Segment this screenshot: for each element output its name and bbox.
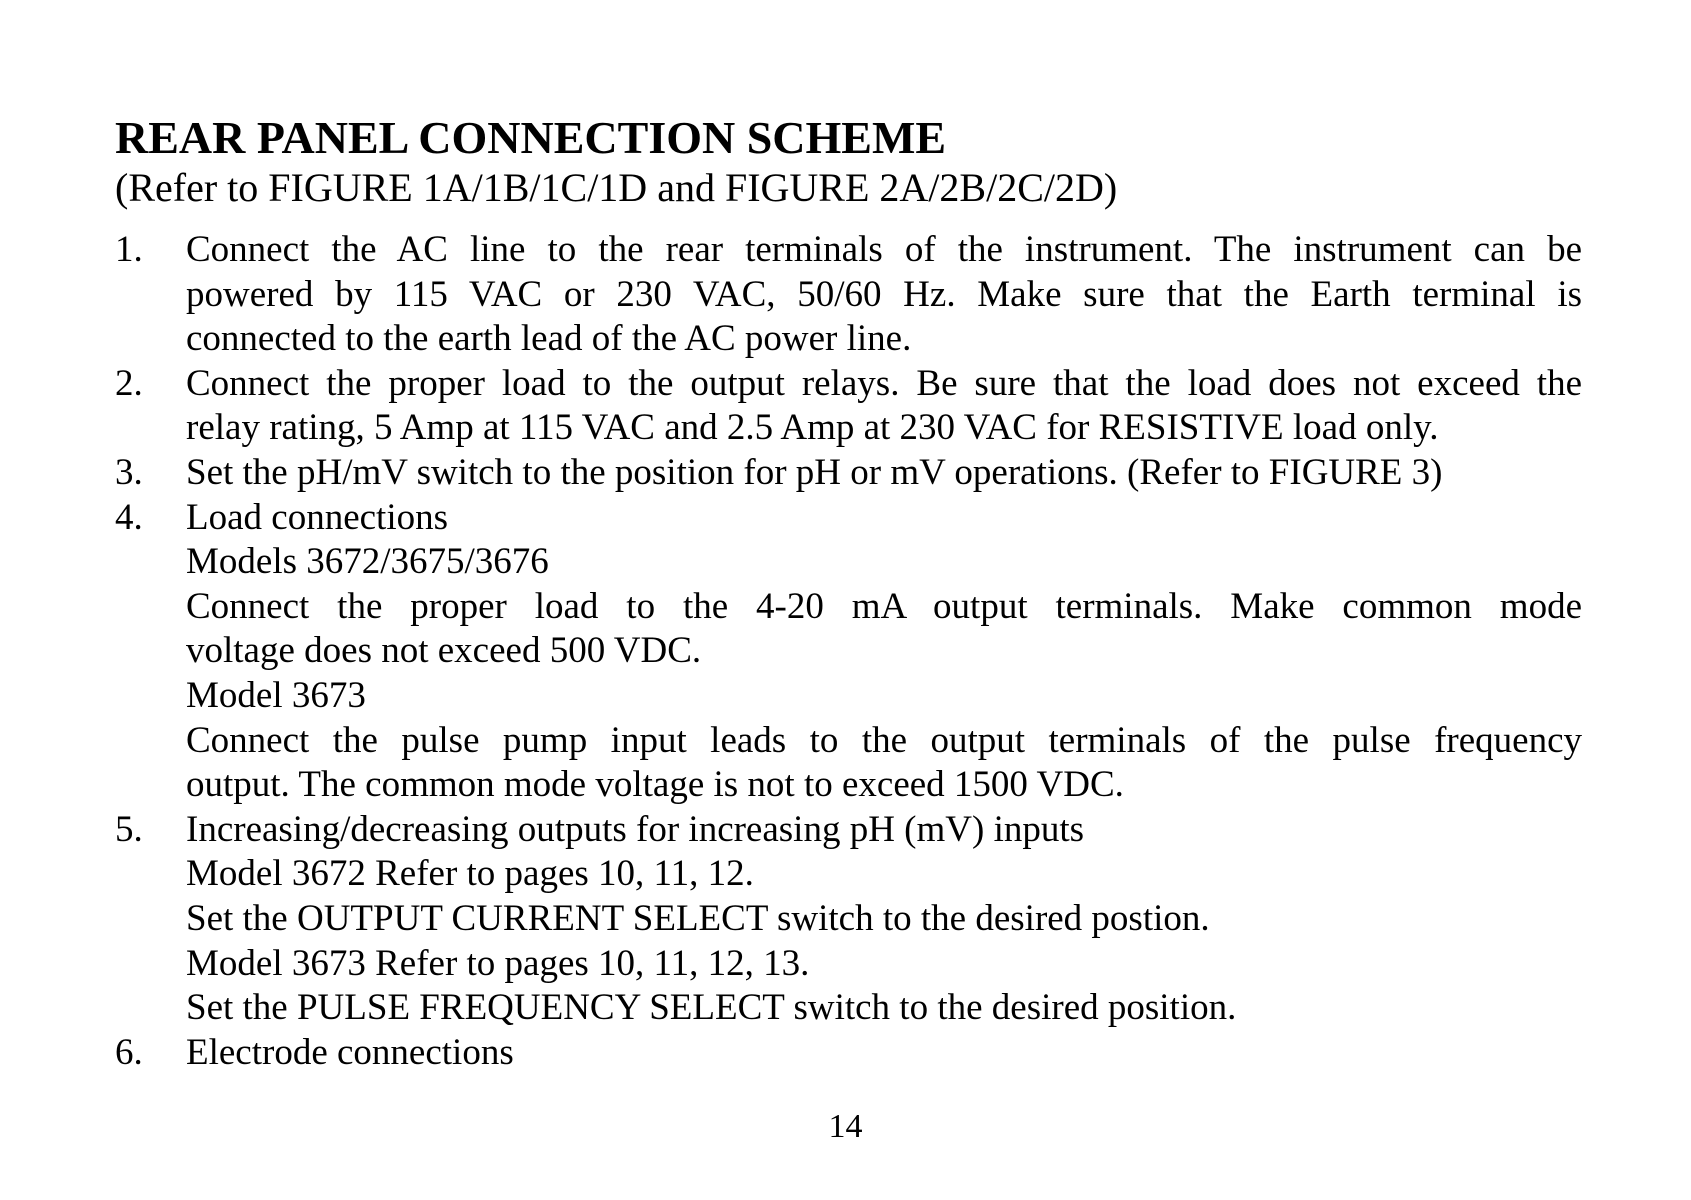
item-line: Model 3672 Refer to pages 10, 11, 12. [186, 853, 754, 895]
item-line: Connect the proper load to the 4-20 mA output terminals. Make common mode [186, 585, 1582, 627]
item-line: Set the PULSE FREQUENCY SELECT switch to the desired position. [186, 987, 1237, 1029]
page-number: 14 [828, 1108, 863, 1145]
item-number: 4. [115, 496, 143, 538]
section-title: REAR PANEL CONNECTION SCHEME [115, 112, 947, 163]
item-number: 6. [115, 1031, 143, 1073]
item-line: Set the pH/mV switch to the position for pH or mV operations. (Refer to FIGURE 3) [186, 451, 1443, 493]
list-item-4 [115, 496, 1582, 808]
item-number: 3. [115, 451, 143, 493]
item-line: Model 3673 Refer to pages 10, 11, 12, 13. [186, 942, 810, 984]
item-line: powered by 115 VAC or 230 VAC, 50/60 Hz. Make sure that the Earth terminal is [186, 273, 1582, 315]
item-line: relay rating, 5 Amp at 115 VAC and 2.5 Amp at 230 VAC for RESISTIVE load only. [186, 407, 1439, 449]
item-subheading: Models 3672/3675/3676 [186, 541, 549, 583]
item-line: Connect the proper load to the output relays. Be sure that the load does not exceed the [186, 362, 1582, 404]
item-line: Set the OUTPUT CURRENT SELECT switch to the desired postion. [186, 897, 1210, 939]
list-item-3 [115, 451, 1582, 496]
item-line: Increasing/decreasing outputs for increasing pH (mV) inputs [186, 808, 1085, 850]
item-line: Connect the pulse pump input leads to the output terminals of the pulse frequency [186, 719, 1582, 761]
item-number: 5. [115, 808, 143, 850]
item-number: 1. [115, 229, 143, 270]
section-subtitle: (Refer to FIGURE 1A/1B/1C/1D and FIGURE 2A/2B/2C/2D) [115, 165, 1118, 210]
instruction-list [115, 228, 1582, 1075]
item-number: 2. [115, 362, 143, 404]
item-line: connected to the earth lead of the AC power line. [186, 318, 912, 360]
item-line: output. The common mode voltage is not to exceed 1500 VDC. [186, 764, 1124, 806]
item-line: voltage does not exceed 500 VDC. [186, 630, 702, 672]
list-item-5 [115, 808, 1582, 1031]
item-line: Load connections [186, 496, 448, 538]
list-item-1 [115, 228, 1582, 362]
item-line: Connect the AC line to the rear terminals of the instrument. The instrument can be [186, 229, 1582, 270]
item-subheading: Model 3673 [186, 674, 366, 716]
list-item-6 [115, 1031, 1582, 1076]
list-item-2 [115, 362, 1582, 451]
item-line: Electrode connections [186, 1031, 514, 1073]
